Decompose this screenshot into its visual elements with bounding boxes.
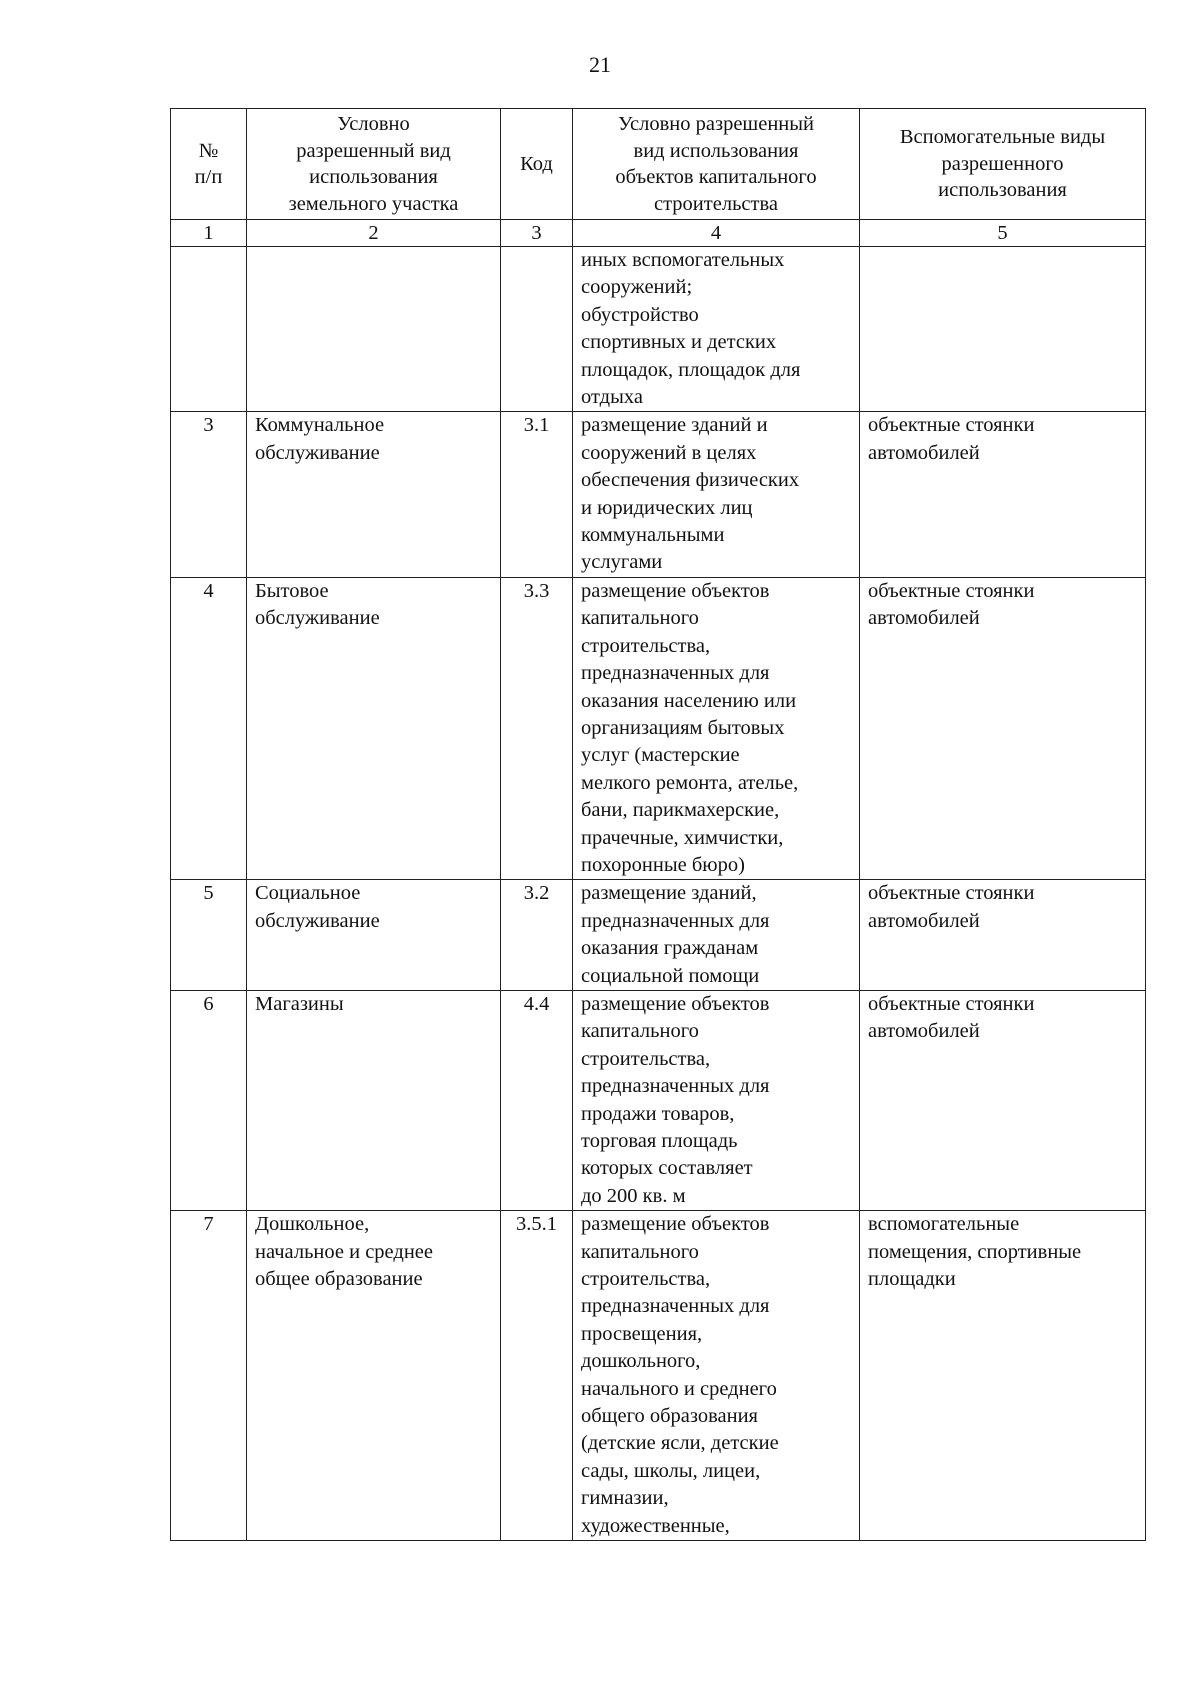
table-row xyxy=(171,990,1146,1210)
column-number: 2 xyxy=(247,220,501,247)
code-cell: 3.1 xyxy=(501,412,573,577)
row-number: 7 xyxy=(171,1211,247,1541)
code-cell: 3.3 xyxy=(501,577,573,879)
table-row xyxy=(171,577,1146,879)
row-number: 6 xyxy=(171,990,247,1210)
capital-use-cell: размещение объектов капитального строительства, предназначенных для просвещения, дошкольного, начального и среднего общего образования (детские ясли, детские сады, школы, лицеи, гимназии, художественные, xyxy=(573,1211,860,1541)
table-row xyxy=(171,412,1146,577)
code-cell: 3.2 xyxy=(501,880,573,991)
auxiliary-use-cell: объектные стоянки автомобилей xyxy=(860,880,1146,991)
table-row xyxy=(171,1211,1146,1541)
header-capital-use: Условно разрешенный вид использования объектов капитального строительства xyxy=(573,109,860,220)
capital-use-cell: размещение объектов капитального строительства, предназначенных для оказания населению или организациям бытовых услуг (мастерские мелкого ремонта, ателье, бани, парикмахерские, прачечные, химчистки, похоронные бюро) xyxy=(573,577,860,879)
row-number: 5 xyxy=(171,880,247,991)
row-number: 4 xyxy=(171,577,247,879)
land-use-cell: Коммунальное обслуживание xyxy=(247,412,501,577)
land-use-cell: Магазины xyxy=(247,990,501,1210)
header-code: Код xyxy=(501,109,573,220)
capital-use-cell: размещение объектов капитального строительства, предназначенных для продажи товаров, торговая площадь которых составляет до 200 кв. м xyxy=(573,990,860,1210)
land-use-cell: Социальное обслуживание xyxy=(247,880,501,991)
column-number: 5 xyxy=(860,220,1146,247)
capital-use-cell: размещение зданий и сооружений в целях обеспечения физических и юридических лиц коммунальными услугами xyxy=(573,412,860,577)
capital-use-cell: иных вспомогательных сооружений; обустройство спортивных и детских площадок, площадок для отдыха xyxy=(573,247,860,412)
column-number: 1 xyxy=(171,220,247,247)
page-number: 21 xyxy=(589,52,611,77)
header-number: № п/п xyxy=(171,109,247,220)
land-use-cell: Бытовое обслуживание xyxy=(247,577,501,879)
header-land-use: Условно разрешенный вид использования земельного участка xyxy=(247,109,501,220)
row-number: 3 xyxy=(171,412,247,577)
land-use-cell: Дошкольное, начальное и среднее общее образование xyxy=(247,1211,501,1541)
auxiliary-use-cell: вспомогательные помещения, спортивные площадки xyxy=(860,1211,1146,1541)
table-row xyxy=(171,247,1146,412)
code-cell xyxy=(501,247,573,412)
code-cell: 3.5.1 xyxy=(501,1211,573,1541)
table-header-row xyxy=(171,109,1146,220)
row-number xyxy=(171,247,247,412)
auxiliary-use-cell: объектные стоянки автомобилей xyxy=(860,577,1146,879)
column-number: 4 xyxy=(573,220,860,247)
code-cell: 4.4 xyxy=(501,990,573,1210)
land-use-cell xyxy=(247,247,501,412)
column-number-row xyxy=(171,220,1146,247)
capital-use-cell: размещение зданий, предназначенных для оказания гражданам социальной помощи xyxy=(573,880,860,991)
column-number: 3 xyxy=(501,220,573,247)
auxiliary-use-cell: объектные стоянки автомобилей xyxy=(860,412,1146,577)
header-auxiliary-use: Вспомогательные виды разрешенного использования xyxy=(860,109,1146,220)
auxiliary-use-cell xyxy=(860,247,1146,412)
table-row xyxy=(171,880,1146,991)
auxiliary-use-cell: объектные стоянки автомобилей xyxy=(860,990,1146,1210)
land-use-table xyxy=(170,108,1146,1541)
